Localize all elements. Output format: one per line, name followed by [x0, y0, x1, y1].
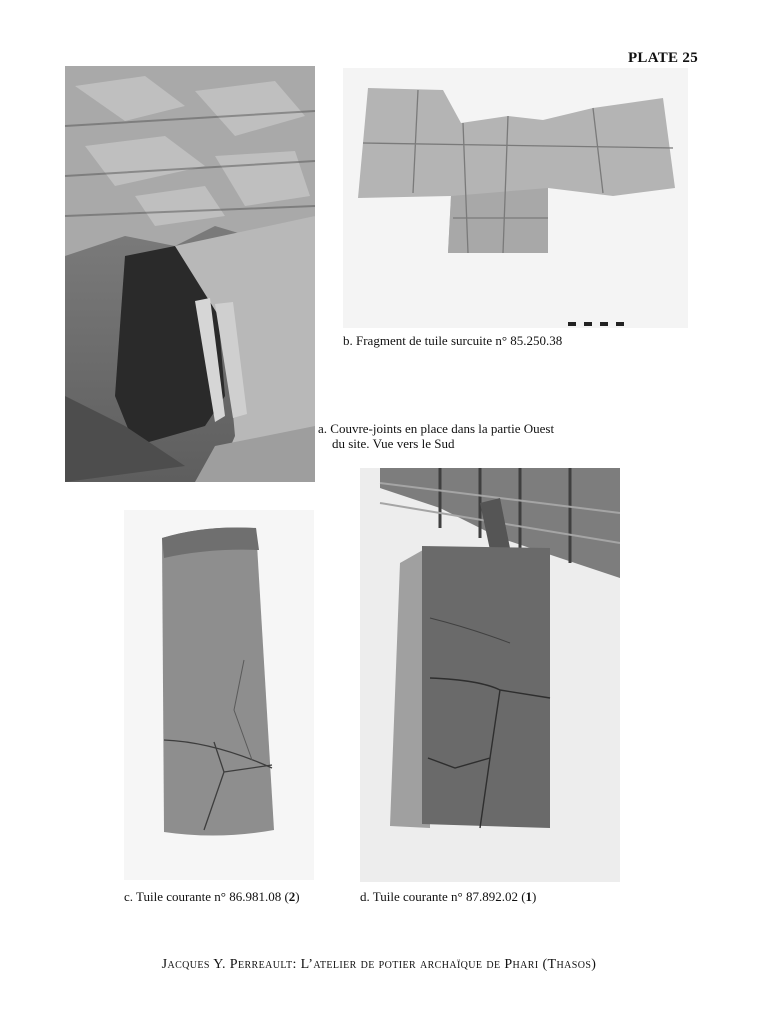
- caption-d-close: ): [532, 889, 537, 904]
- caption-d: [360, 889, 536, 904]
- caption-d-number: 1: [525, 889, 533, 904]
- photo-excavation-cover-tiles: [65, 66, 315, 482]
- caption-c-text: c. Tuile courante n° 86.981.08 (: [124, 889, 289, 904]
- plate-number: PLATE 25: [627, 50, 698, 66]
- caption-c-number: 2: [288, 889, 296, 904]
- caption-a: [318, 421, 588, 451]
- photo-standard-tile-d: [360, 468, 620, 882]
- caption-d-text: d. Tuile courante n° 87.892.02 (: [360, 889, 526, 904]
- caption-a-line1: a. Couvre-joints en place dans la partie Ouest: [318, 421, 555, 436]
- photo-tile-fragment: [343, 68, 688, 328]
- photo-standard-tile-c: [124, 510, 314, 880]
- caption-c: [124, 889, 300, 904]
- caption-a-line2: du site. Vue vers le Sud: [332, 436, 455, 451]
- caption-b: b. Fragment de tuile surcuite n° 85.250.38: [343, 333, 563, 348]
- caption-c-close: ): [295, 889, 300, 904]
- running-footer: Jacques Y. Perreault: L’atelier de potier archaïque de Phari (Thasos): [161, 957, 597, 972]
